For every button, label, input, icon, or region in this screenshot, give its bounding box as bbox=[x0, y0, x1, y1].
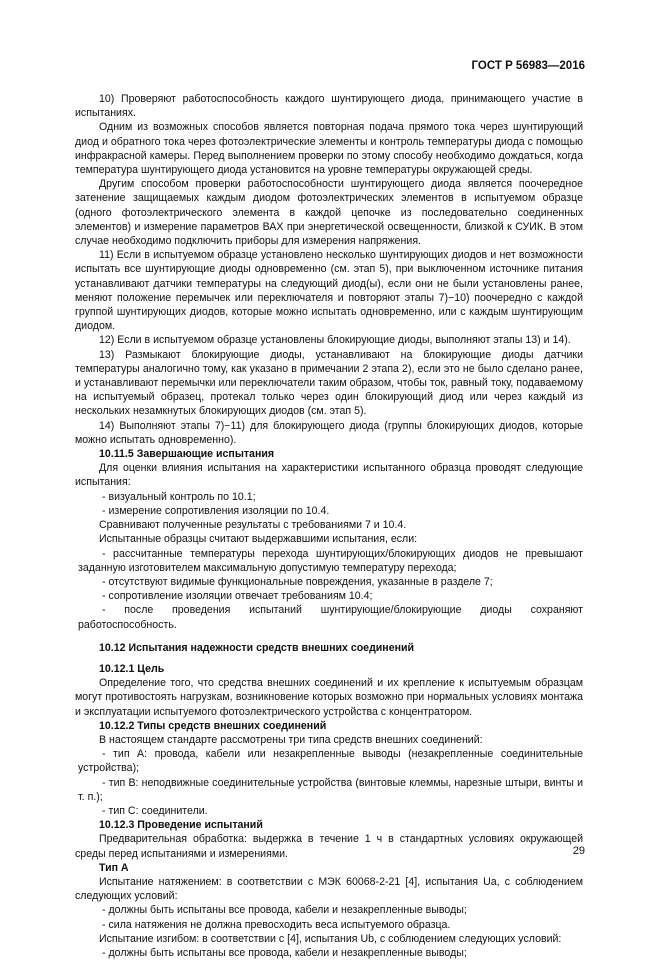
list-item: - тип С: соединители. bbox=[75, 804, 583, 818]
list-item: - рассчитанные температуры перехода шунтирующих/блокирующих диодов не превышают заданную изготовителем максимальную допустимую температуру перехода; bbox=[75, 547, 583, 575]
body-paragraph: Предварительная обработка: выдержка в течение 1 ч в стандартных условиях окружающей среды перед испытаниями и измерениями. bbox=[75, 833, 583, 860]
body-paragraph: Одним из возможных способов является повторная подача прямого тока через шунтирующий диод и обратного тока через фотоэлектрические элементы и контроль температуры диода с помощью инфракрасной камеры. Перед выполнением проверки по этому способу необходимо дождаться, когда температура шунтирующего диода установится на уровне температуры окружающей среды. bbox=[75, 121, 583, 177]
body-paragraph: Определение того, что средства внешних соединений и их крепление к испытуемым образцам могут противостоять нагрузкам, возникновение которых возможно при нормальных условиях монтажа и эксплуатации испытуемого фотоэлектрического устройства с концентратором. bbox=[75, 677, 583, 718]
body-paragraph: Испытание изгибом: в соответствии с [4], испытания Ub, с соблюдением следующих условий: bbox=[99, 932, 562, 945]
list-item: - визуальный контроль по 10.1; bbox=[75, 490, 583, 504]
document-body bbox=[75, 92, 583, 960]
list-item: - измерение сопротивления изоляции по 10.4. bbox=[75, 504, 583, 518]
list-item: - должны быть испытаны все провода, кабели и незакрепленные выводы; bbox=[75, 946, 583, 960]
body-paragraph: 14) Выполняют этапы 7)−11) для блокирующего диода (группы блокирующих диодов, которые можно испытать одновременно). bbox=[75, 419, 583, 446]
section-heading: 10.12.2 Типы средств внешних соединений bbox=[99, 719, 327, 732]
list-item: - сила натяжения не должна превосходить веса испытуемого образца. bbox=[75, 918, 583, 932]
list-item: - тип В: неподвижные соединительные устройства (винтовые клеммы, нарезные штыри, винты и т. п.); bbox=[75, 776, 583, 804]
list-item: - сопротивление изоляции отвечает требованиям 10.4; bbox=[75, 589, 583, 603]
body-paragraph: 12) Если в испытуемом образце установлены блокирующие диоды, выполняют этапы 13) и 14). bbox=[99, 334, 571, 347]
list-item: - отсутствуют видимые функциональные повреждения, указанные в разделе 7; bbox=[75, 575, 583, 589]
section-heading: 10.12.1 Цель bbox=[99, 662, 165, 675]
page-number: 29 bbox=[572, 845, 585, 857]
section-heading: 10.12 Испытания надежности средств внешних соединений bbox=[99, 641, 415, 654]
list-item: - тип А: провода, кабели или незакрепленные выводы (незакрепленные соединительные устройства); bbox=[75, 747, 583, 775]
section-heading: 10.12.3 Проведение испытаний bbox=[99, 819, 263, 832]
section-heading: 10.11.5 Завершающие испытания bbox=[99, 448, 275, 461]
body-paragraph: Испытанные образцы считают выдержавшими испытания, если: bbox=[99, 533, 418, 546]
body-paragraph: Сравнивают полученные результаты с требованиями 7 и 10.4. bbox=[99, 519, 407, 532]
body-paragraph: 10) Проверяют работоспособность каждого шунтирующего диода, принимающего участие в испытаниях. bbox=[75, 93, 583, 120]
body-paragraph: Испытание натяжением: в соответствии с МЭК 60068-2-21 [4], испытания Ua, с соблюдением следующих условий: bbox=[75, 875, 583, 903]
section-spacer bbox=[75, 632, 583, 641]
document-code: ГОСТ Р 56983—2016 bbox=[471, 60, 585, 72]
list-item: - после проведения испытаний шунтирующие/блокирующие диоды сохраняют работоспособность. bbox=[75, 603, 583, 631]
body-paragraph: В настоящем стандарте рассмотрены три типа средств внешних соединений: bbox=[99, 733, 483, 746]
body-paragraph: 13) Размыкают блокирующие диоды, устанавливают на блокирующие диоды датчики температуры аналогично тому, как указано в примечании 2 этапа 2), если это не было сделано ранее, и устанавливают перемычки или переключатели таким образом, чтобы ток, равный току, подаваемому на испытуемый образец, протекал только через один блокирующий диод или через каждый из нескольких незамкнутых блокирующих диодов (см. этап 5). bbox=[75, 348, 583, 418]
section-heading: Тип А bbox=[99, 861, 129, 874]
list-item: - должны быть испытаны все провода, кабели и незакрепленные выводы; bbox=[75, 903, 583, 917]
body-paragraph: Для оценки влияния испытания на характеристики испытанного образца проводят следующие испытания: bbox=[75, 462, 583, 489]
body-paragraph: 11) Если в испытуемом образце установлено несколько шунтирующих диодов и нет возможности испытать все шунтирующие диоды одновременно (см. этап 5), при выключенном источнике питания устанавливают датчики температуры на следующий диод(ы), если они не были установлены ранее, меняют положение перемычек или переключателя и повторяют этапы 7)−10) поочередно с каждой группой шунтирующих диодов, которые можно испытать одновременно, или с каждым шунтирующим диодом. bbox=[75, 249, 583, 333]
body-paragraph: Другим способом проверки работоспособности шунтирующего диода является поочередное затенение защищаемых каждым диодом фотоэлектрических элементов в испытуемом образце (одного фотоэлектрического элемента в каждой цепочке из последовательно соединенных элементов) и измерение параметров ВАХ при энергетической освещенности, близкой к СУИК. В этом случае необходимо подключить приборы для измерения напряжения. bbox=[75, 178, 583, 248]
